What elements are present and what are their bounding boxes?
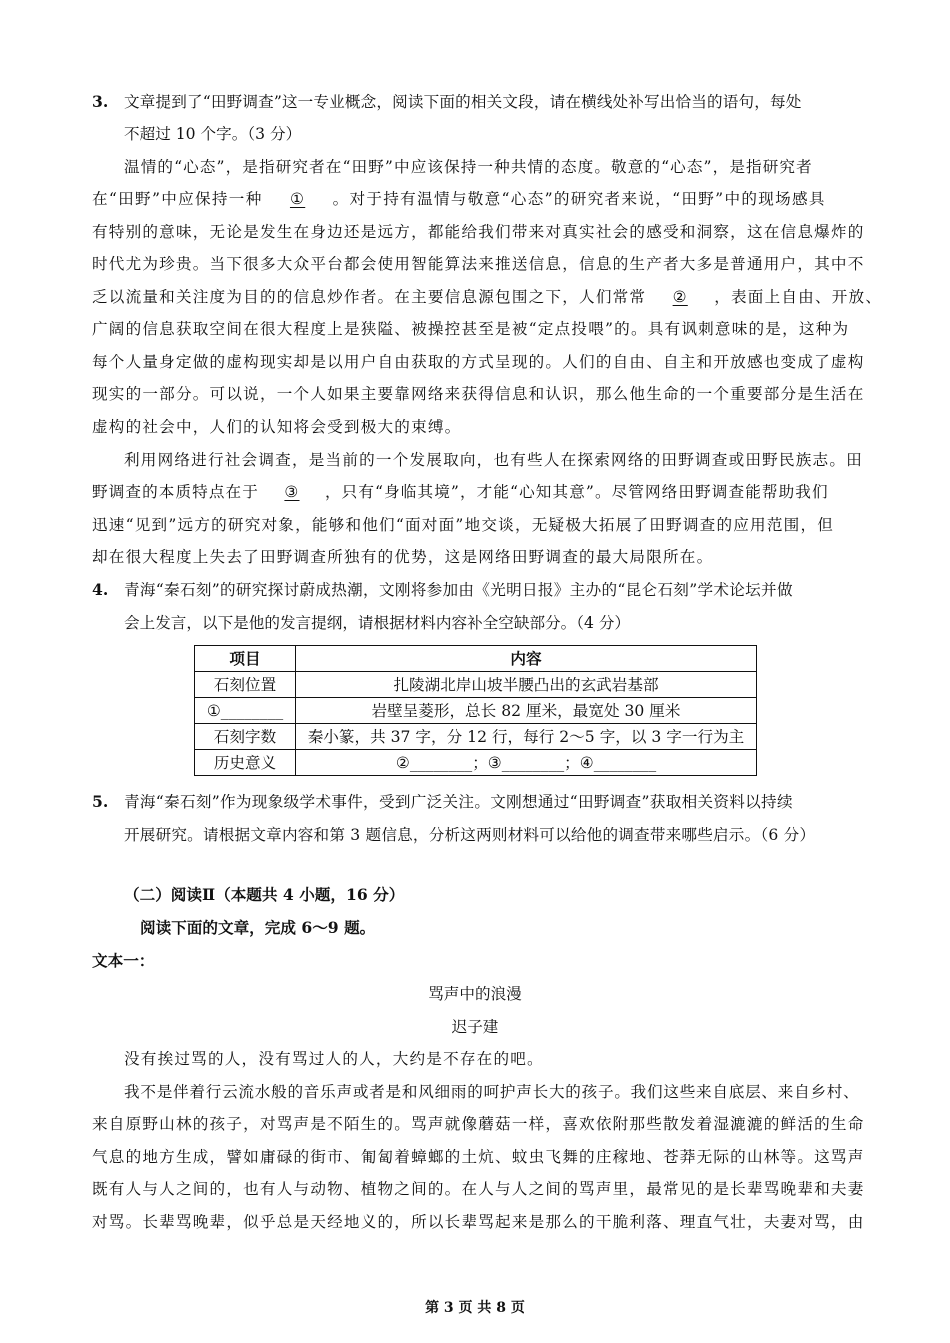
table-row xyxy=(195,724,757,750)
blank-3: ③ xyxy=(284,483,300,501)
article-line: 既有人与人之间的，也有人与动物、植物之间的。在人与人之间的骂声里，最常见的是长辈骂晚辈和夫妻 xyxy=(92,1180,865,1198)
q3-passage-line: 却在很大程度上失去了田野调查所独有的优势，这是网络田野调查的最大局限所在。 xyxy=(92,548,714,566)
table-header-cell: 项目 xyxy=(195,646,296,672)
q3-passage-text: 野调查的本质特点在于 xyxy=(92,483,259,501)
table-header-row xyxy=(195,646,757,672)
question-4-number: 4. xyxy=(92,580,109,599)
q3-passage-line xyxy=(92,481,829,503)
q3-passage-line: 虚构的社会中，人们的认知将会受到极大的束缚。 xyxy=(92,418,462,436)
q3-passage-line: 现实的一部分。可以说，一个人如果主要靠网络来获得信息和认识，那么他生命的一个重要部分是生活在 xyxy=(92,385,865,403)
table-row xyxy=(195,672,757,698)
blank-2: ② xyxy=(672,288,688,306)
page-number-footer: 第 3 页 共 8 页 xyxy=(425,1300,525,1316)
article-line: 对骂。长辈骂晚辈，似乎总是天经地义的，所以长辈骂起来是那么的干脆利落、理直气壮，夫妻对骂，由 xyxy=(92,1213,865,1231)
table-cell: 秦小篆，共 37 字，分 12 行，每行 2～5 字，以 3 字一行为主 xyxy=(296,724,757,750)
question-4-prompt-line-2: 会上发言，以下是他的发言提纲，请根据材料内容补全空缺部分。（4 分） xyxy=(124,614,631,632)
table-header-cell: 内容 xyxy=(296,646,757,672)
question-5-prompt-line-1: 青海“秦石刻”作为现象级学术事件，受到广泛关注。文刚想通过“田野调查”获取相关资料以持续 xyxy=(124,793,793,811)
table-row xyxy=(195,698,757,724)
question-3-prompt-line-1: 文章提到了“田野调查”这一专业概念，阅读下面的相关文段，请在横线处补写出恰当的语句，每处 xyxy=(124,93,802,111)
question-3-prompt-line-2: 不超过 10 个字。（3 分） xyxy=(124,125,302,143)
text-one-label: 文本一： xyxy=(92,951,155,970)
question-5-prompt-line-2: 开展研究。请根据文章内容和第 3 题信息，分析这两则材料可以给他的调查带来哪些启示。（6 分） xyxy=(124,826,816,844)
q3-passage-line: 迅速“见到”远方的研究对象，能够和他们“面对面”地交谈，无疑极大拓展了田野调查的应用范围，但 xyxy=(92,516,835,534)
article-line: 没有挨过骂的人，没有骂过人的人，大约是不存在的吧。 xyxy=(124,1050,544,1068)
q3-passage-line-blank2 xyxy=(92,286,882,308)
section-2-instruction: 阅读下面的文章，完成 6～9 题。 xyxy=(140,918,376,937)
table-row xyxy=(195,750,757,776)
q3-passage-line: 温情的“心态”，是指研究者在“田野”中应该保持一种共情的态度。敬意的“心态”，是指研究者 xyxy=(124,158,813,176)
table-cell: ②________；③________；④________ xyxy=(296,750,757,776)
q3-passage-text: 。对于持有温情与敬意“心态”的研究者来说，“田野”中的现场感具 xyxy=(332,190,826,208)
q3-passage-text: 在“田野”中应保持一种 xyxy=(92,190,263,208)
table-cell: 岩壁呈菱形，总长 82 厘米，最宽处 30 厘米 xyxy=(296,698,757,724)
table-cell: ①________ xyxy=(195,698,296,724)
article-line: 气息的地方生成，譬如庸碌的街市、匍匐着蟑螂的土炕、蚊虫飞舞的庄稼地、苍莽无际的山林等。这骂声 xyxy=(92,1148,865,1166)
q3-passage-line: 广阔的信息获取空间在很大程度上是狭隘、被操控甚至是被“定点投喂”的。具有讽刺意味的是，这种为 xyxy=(92,320,850,338)
question-4-prompt-line-1: 青海“秦石刻”的研究探讨蔚成热潮，文刚将参加由《光明日报》主办的“昆仑石刻”学术论坛并做 xyxy=(124,581,793,599)
q3-passage-line: 乏以流量和关注度为目的的信息炒作者。在主要信息源包围之下，人们常常 xyxy=(92,288,647,306)
article-line: 我不是伴着行云流水般的音乐声或者是和风细雨的呵护声长大的孩子。我们这些来自底层、来自乡村、 xyxy=(124,1083,860,1101)
q3-passage-line: 利用网络进行社会调查，是当前的一个发展取向，也有些人在探索网络的田野调查或田野民族志。田 xyxy=(124,451,863,469)
q3-passage-line xyxy=(92,188,826,210)
speech-outline-table xyxy=(194,645,757,776)
table-cell: 石刻位置 xyxy=(195,672,296,698)
blank-1: ① xyxy=(289,190,306,208)
article-author: 迟子建 xyxy=(451,1018,499,1036)
section-2-heading: （二）阅读Ⅱ（本题共 4 小题，16 分） xyxy=(124,885,405,904)
q3-passage-text: ，表面上自由、开放、 xyxy=(714,288,883,306)
table-cell: 石刻字数 xyxy=(195,724,296,750)
question-3-number: 3. xyxy=(92,92,109,111)
question-5-number: 5. xyxy=(92,792,109,811)
q3-passage-line: 时代尤为珍贵。当下很多大众平台都会使用智能算法来推送信息，信息的生产者大多是普通用户，其中不 xyxy=(92,255,865,273)
q3-passage-line: 每个人量身定做的虚构现实却是以用户自由获取的方式呈现的。人们的自由、自主和开放感也变成了虚构 xyxy=(92,353,865,371)
q3-passage-line: 有特别的意味，无论是发生在身边还是远方，都能给我们带来对真实社会的感受和洞察，这在信息爆炸的 xyxy=(92,223,865,241)
q3-passage-text: ，只有“身临其境”，才能“心知其意”。尽管网络田野调查能帮助我们 xyxy=(324,483,829,501)
table-cell: 历史意义 xyxy=(195,750,296,776)
table-cell: 扎陵湖北岸山坡半腰凸出的玄武岩基部 xyxy=(296,672,757,698)
article-line: 来自原野山林的孩子，对骂声是不陌生的。骂声就像蘑菇一样，喜欢依附那些散发着湿漉漉的鲜活的生命 xyxy=(92,1115,865,1133)
article-title: 骂声中的浪漫 xyxy=(428,985,522,1003)
